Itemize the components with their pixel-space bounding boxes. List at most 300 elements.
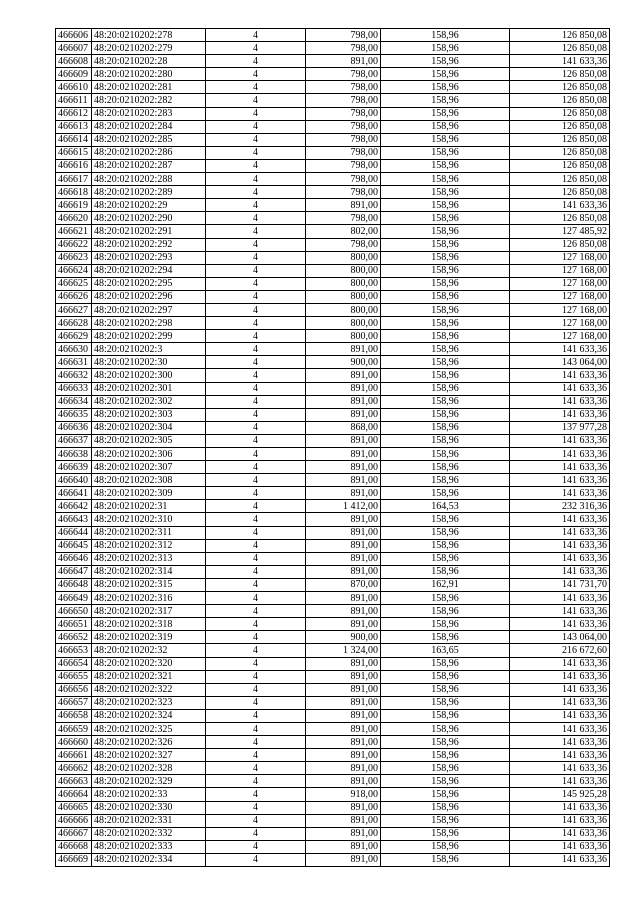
- area-cell: 891,00: [306, 853, 381, 866]
- area-cell: 891,00: [306, 565, 381, 578]
- group-cell: 4: [206, 212, 306, 225]
- table-row: [56, 487, 610, 500]
- specific-value-cell: 158,96: [381, 330, 510, 343]
- cadastral-number-cell: 48:20:0210202:295: [92, 277, 206, 290]
- cadastral-number-cell: 48:20:0210202:316: [92, 592, 206, 605]
- area-cell: 891,00: [306, 683, 381, 696]
- table-row: [56, 578, 610, 591]
- cadastral-value-cell: 141 633,36: [510, 487, 610, 500]
- table-row: [56, 644, 610, 657]
- table-row: [56, 696, 610, 709]
- row-number-cell: 466646: [56, 552, 92, 565]
- group-cell: 4: [206, 159, 306, 172]
- specific-value-cell: 162,91: [381, 578, 510, 591]
- group-cell: 4: [206, 722, 306, 735]
- cadastral-value-cell: 141 633,36: [510, 434, 610, 447]
- group-cell: 4: [206, 395, 306, 408]
- specific-value-cell: 158,96: [381, 552, 510, 565]
- specific-value-cell: 158,96: [381, 775, 510, 788]
- area-cell: 800,00: [306, 330, 381, 343]
- area-cell: 891,00: [306, 801, 381, 814]
- row-number-cell: 466651: [56, 618, 92, 631]
- cadastral-number-cell: 48:20:0210202:300: [92, 369, 206, 382]
- cadastral-number-cell: 48:20:0210202:331: [92, 814, 206, 827]
- cadastral-number-cell: 48:20:0210202:328: [92, 762, 206, 775]
- table-row: [56, 474, 610, 487]
- area-cell: 891,00: [306, 434, 381, 447]
- group-cell: 4: [206, 670, 306, 683]
- cadastral-value-cell: 126 850,08: [510, 120, 610, 133]
- table-body: [56, 29, 610, 867]
- cadastral-value-cell: 141 633,36: [510, 696, 610, 709]
- cadastral-number-cell: 48:20:0210202:3: [92, 343, 206, 356]
- cadastral-value-cell: 126 850,08: [510, 146, 610, 159]
- cadastral-value-cell: 143 064,00: [510, 356, 610, 369]
- cadastral-number-cell: 48:20:0210202:321: [92, 670, 206, 683]
- group-cell: 4: [206, 225, 306, 238]
- specific-value-cell: 158,96: [381, 434, 510, 447]
- table-row: [56, 330, 610, 343]
- table-row: [56, 722, 610, 735]
- cadastral-number-cell: 48:20:0210202:278: [92, 29, 206, 42]
- row-number-cell: 466609: [56, 68, 92, 81]
- cadastral-value-cell: 141 633,36: [510, 683, 610, 696]
- cadastral-value-cell: 141 633,36: [510, 382, 610, 395]
- specific-value-cell: 158,96: [381, 277, 510, 290]
- cadastral-value-cell: 141 633,36: [510, 395, 610, 408]
- row-number-cell: 466644: [56, 526, 92, 539]
- specific-value-cell: 158,96: [381, 382, 510, 395]
- specific-value-cell: 158,96: [381, 159, 510, 172]
- cadastral-number-cell: 48:20:0210202:285: [92, 133, 206, 146]
- group-cell: 4: [206, 500, 306, 513]
- group-cell: 4: [206, 736, 306, 749]
- specific-value-cell: 158,96: [381, 749, 510, 762]
- specific-value-cell: 158,96: [381, 474, 510, 487]
- area-cell: 891,00: [306, 408, 381, 421]
- cadastral-value-cell: 127 168,00: [510, 330, 610, 343]
- group-cell: 4: [206, 539, 306, 552]
- cadastral-number-cell: 48:20:0210202:297: [92, 303, 206, 316]
- row-number-cell: 466624: [56, 264, 92, 277]
- area-cell: 891,00: [306, 461, 381, 474]
- specific-value-cell: 158,96: [381, 461, 510, 474]
- group-cell: 4: [206, 55, 306, 68]
- row-number-cell: 466616: [56, 159, 92, 172]
- specific-value-cell: 158,96: [381, 264, 510, 277]
- cadastral-number-cell: 48:20:0210202:296: [92, 290, 206, 303]
- row-number-cell: 466656: [56, 683, 92, 696]
- area-cell: 798,00: [306, 81, 381, 94]
- specific-value-cell: 158,96: [381, 120, 510, 133]
- cadastral-number-cell: 48:20:0210202:294: [92, 264, 206, 277]
- group-cell: 4: [206, 801, 306, 814]
- area-cell: 798,00: [306, 238, 381, 251]
- area-cell: 868,00: [306, 421, 381, 434]
- table-row: [56, 264, 610, 277]
- area-cell: 891,00: [306, 696, 381, 709]
- row-number-cell: 466655: [56, 670, 92, 683]
- row-number-cell: 466640: [56, 474, 92, 487]
- cadastral-number-cell: 48:20:0210202:283: [92, 107, 206, 120]
- group-cell: 4: [206, 749, 306, 762]
- cadastral-number-cell: 48:20:0210202:325: [92, 722, 206, 735]
- cadastral-value-cell: 141 633,36: [510, 592, 610, 605]
- area-cell: 891,00: [306, 55, 381, 68]
- specific-value-cell: 164,53: [381, 500, 510, 513]
- area-cell: 891,00: [306, 552, 381, 565]
- cadastral-value-cell: 141 633,36: [510, 657, 610, 670]
- table-row: [56, 670, 610, 683]
- row-number-cell: 466648: [56, 578, 92, 591]
- row-number-cell: 466663: [56, 775, 92, 788]
- cadastral-number-cell: 48:20:0210202:305: [92, 434, 206, 447]
- group-cell: 4: [206, 762, 306, 775]
- specific-value-cell: 158,96: [381, 696, 510, 709]
- table-row: [56, 120, 610, 133]
- area-cell: 798,00: [306, 94, 381, 107]
- specific-value-cell: 158,96: [381, 212, 510, 225]
- table-row: [56, 421, 610, 434]
- cadastral-number-cell: 48:20:0210202:286: [92, 146, 206, 159]
- cadastral-number-cell: 48:20:0210202:292: [92, 238, 206, 251]
- cadastral-value-cell: 141 633,36: [510, 408, 610, 421]
- specific-value-cell: 158,96: [381, 513, 510, 526]
- cadastral-number-cell: 48:20:0210202:322: [92, 683, 206, 696]
- table-row: [56, 801, 610, 814]
- group-cell: 4: [206, 814, 306, 827]
- specific-value-cell: 158,96: [381, 42, 510, 55]
- table-row: [56, 133, 610, 146]
- specific-value-cell: 158,96: [381, 827, 510, 840]
- cadastral-number-cell: 48:20:0210202:314: [92, 565, 206, 578]
- cadastral-value-cell: 127 168,00: [510, 277, 610, 290]
- cadastral-value-cell: 141 633,36: [510, 736, 610, 749]
- cadastral-value-cell: 126 850,08: [510, 212, 610, 225]
- specific-value-cell: 158,96: [381, 840, 510, 853]
- cadastral-number-cell: 48:20:0210202:281: [92, 81, 206, 94]
- area-cell: 891,00: [306, 487, 381, 500]
- cadastral-number-cell: 48:20:0210202:31: [92, 500, 206, 513]
- row-number-cell: 466637: [56, 434, 92, 447]
- group-cell: 4: [206, 29, 306, 42]
- group-cell: 4: [206, 657, 306, 670]
- group-cell: 4: [206, 251, 306, 264]
- cadastral-value-cell: 126 850,08: [510, 68, 610, 81]
- group-cell: 4: [206, 290, 306, 303]
- group-cell: 4: [206, 827, 306, 840]
- area-cell: 891,00: [306, 722, 381, 735]
- specific-value-cell: 158,96: [381, 55, 510, 68]
- row-number-cell: 466626: [56, 290, 92, 303]
- area-cell: 891,00: [306, 592, 381, 605]
- row-number-cell: 466638: [56, 448, 92, 461]
- group-cell: 4: [206, 173, 306, 186]
- specific-value-cell: 158,96: [381, 186, 510, 199]
- specific-value-cell: 158,96: [381, 199, 510, 212]
- row-number-cell: 466606: [56, 29, 92, 42]
- row-number-cell: 466608: [56, 55, 92, 68]
- cadastral-value-cell: 141 633,36: [510, 827, 610, 840]
- row-number-cell: 466607: [56, 42, 92, 55]
- cadastral-value-cell: 126 850,08: [510, 42, 610, 55]
- table-row: [56, 500, 610, 513]
- cadastral-value-cell: 145 925,28: [510, 788, 610, 801]
- group-cell: 4: [206, 474, 306, 487]
- row-number-cell: 466630: [56, 343, 92, 356]
- row-number-cell: 466643: [56, 513, 92, 526]
- table-row: [56, 303, 610, 316]
- table-row: [56, 827, 610, 840]
- cadastral-number-cell: 48:20:0210202:329: [92, 775, 206, 788]
- specific-value-cell: 158,96: [381, 592, 510, 605]
- specific-value-cell: 158,96: [381, 631, 510, 644]
- area-cell: 870,00: [306, 578, 381, 591]
- cadastral-number-cell: 48:20:0210202:326: [92, 736, 206, 749]
- cadastral-number-cell: 48:20:0210202:303: [92, 408, 206, 421]
- group-cell: 4: [206, 199, 306, 212]
- group-cell: 4: [206, 434, 306, 447]
- row-number-cell: 466628: [56, 317, 92, 330]
- row-number-cell: 466639: [56, 461, 92, 474]
- cadastral-value-cell: 141 633,36: [510, 461, 610, 474]
- table-row: [56, 173, 610, 186]
- area-cell: 891,00: [306, 369, 381, 382]
- table-row: [56, 749, 610, 762]
- area-cell: 798,00: [306, 133, 381, 146]
- area-cell: 891,00: [306, 382, 381, 395]
- cadastral-value-cell: 141 633,36: [510, 801, 610, 814]
- row-number-cell: 466634: [56, 395, 92, 408]
- group-cell: 4: [206, 42, 306, 55]
- area-cell: 798,00: [306, 146, 381, 159]
- area-cell: 891,00: [306, 840, 381, 853]
- specific-value-cell: 158,96: [381, 29, 510, 42]
- group-cell: 4: [206, 68, 306, 81]
- area-cell: 798,00: [306, 68, 381, 81]
- cadastral-number-cell: 48:20:0210202:30: [92, 356, 206, 369]
- table-row: [56, 146, 610, 159]
- table-row: [56, 853, 610, 866]
- row-number-cell: 466621: [56, 225, 92, 238]
- cadastral-value-cell: 141 633,36: [510, 709, 610, 722]
- table-row: [56, 592, 610, 605]
- group-cell: 4: [206, 526, 306, 539]
- group-cell: 4: [206, 565, 306, 578]
- group-cell: 4: [206, 94, 306, 107]
- specific-value-cell: 158,96: [381, 408, 510, 421]
- area-cell: 891,00: [306, 827, 381, 840]
- group-cell: 4: [206, 448, 306, 461]
- table-row: [56, 317, 610, 330]
- table-row: [56, 775, 610, 788]
- row-number-cell: 466666: [56, 814, 92, 827]
- cadastral-value-cell: 141 633,36: [510, 539, 610, 552]
- row-number-cell: 466661: [56, 749, 92, 762]
- cadastral-value-cell: 126 850,08: [510, 29, 610, 42]
- area-cell: 800,00: [306, 251, 381, 264]
- row-number-cell: 466650: [56, 605, 92, 618]
- row-number-cell: 466654: [56, 657, 92, 670]
- area-cell: 891,00: [306, 395, 381, 408]
- cadastral-value-cell: 127 168,00: [510, 317, 610, 330]
- row-number-cell: 466647: [56, 565, 92, 578]
- cadastral-number-cell: 48:20:0210202:298: [92, 317, 206, 330]
- table-row: [56, 408, 610, 421]
- row-number-cell: 466611: [56, 94, 92, 107]
- group-cell: 4: [206, 107, 306, 120]
- cadastral-value-cell: 141 633,36: [510, 513, 610, 526]
- table-row: [56, 277, 610, 290]
- cadastral-number-cell: 48:20:0210202:307: [92, 461, 206, 474]
- specific-value-cell: 158,96: [381, 565, 510, 578]
- area-cell: 798,00: [306, 159, 381, 172]
- row-number-cell: 466632: [56, 369, 92, 382]
- table-row: [56, 618, 610, 631]
- cadastral-number-cell: 48:20:0210202:333: [92, 840, 206, 853]
- row-number-cell: 466622: [56, 238, 92, 251]
- area-cell: 798,00: [306, 186, 381, 199]
- table-row: [56, 238, 610, 251]
- table-row: [56, 513, 610, 526]
- row-number-cell: 466662: [56, 762, 92, 775]
- area-cell: 891,00: [306, 513, 381, 526]
- cadastral-value-cell: 137 977,28: [510, 421, 610, 434]
- table-row: [56, 55, 610, 68]
- row-number-cell: 466653: [56, 644, 92, 657]
- group-cell: 4: [206, 303, 306, 316]
- cadastral-number-cell: 48:20:0210202:324: [92, 709, 206, 722]
- cadastral-number-cell: 48:20:0210202:279: [92, 42, 206, 55]
- group-cell: 4: [206, 382, 306, 395]
- cadastral-number-cell: 48:20:0210202:313: [92, 552, 206, 565]
- row-number-cell: 466660: [56, 736, 92, 749]
- row-number-cell: 466642: [56, 500, 92, 513]
- cadastral-number-cell: 48:20:0210202:301: [92, 382, 206, 395]
- cadastral-value-cell: 126 850,08: [510, 159, 610, 172]
- specific-value-cell: 158,96: [381, 526, 510, 539]
- cadastral-value-cell: 126 850,08: [510, 173, 610, 186]
- table-row: [56, 81, 610, 94]
- table-row: [56, 186, 610, 199]
- cadastral-value-cell: 232 316,36: [510, 500, 610, 513]
- row-number-cell: 466631: [56, 356, 92, 369]
- cadastral-number-cell: 48:20:0210202:299: [92, 330, 206, 343]
- table-row: [56, 461, 610, 474]
- cadastral-value-cell: 141 633,36: [510, 55, 610, 68]
- group-cell: 4: [206, 853, 306, 866]
- area-cell: 900,00: [306, 631, 381, 644]
- area-cell: 891,00: [306, 618, 381, 631]
- specific-value-cell: 158,96: [381, 722, 510, 735]
- row-number-cell: 466635: [56, 408, 92, 421]
- cadastral-value-table: [55, 28, 610, 867]
- table-row: [56, 434, 610, 447]
- area-cell: 900,00: [306, 356, 381, 369]
- specific-value-cell: 158,96: [381, 487, 510, 500]
- group-cell: 4: [206, 120, 306, 133]
- specific-value-cell: 158,96: [381, 238, 510, 251]
- cadastral-value-cell: 126 850,08: [510, 81, 610, 94]
- group-cell: 4: [206, 644, 306, 657]
- group-cell: 4: [206, 513, 306, 526]
- group-cell: 4: [206, 775, 306, 788]
- specific-value-cell: 158,96: [381, 146, 510, 159]
- area-cell: 891,00: [306, 749, 381, 762]
- cadastral-number-cell: 48:20:0210202:282: [92, 94, 206, 107]
- group-cell: 4: [206, 330, 306, 343]
- cadastral-number-cell: 48:20:0210202:304: [92, 421, 206, 434]
- specific-value-cell: 158,96: [381, 173, 510, 186]
- specific-value-cell: 158,96: [381, 303, 510, 316]
- row-number-cell: 466615: [56, 146, 92, 159]
- cadastral-number-cell: 48:20:0210202:280: [92, 68, 206, 81]
- area-cell: 891,00: [306, 199, 381, 212]
- specific-value-cell: 158,96: [381, 788, 510, 801]
- cadastral-number-cell: 48:20:0210202:334: [92, 853, 206, 866]
- area-cell: 798,00: [306, 42, 381, 55]
- group-cell: 4: [206, 552, 306, 565]
- cadastral-value-cell: 141 633,36: [510, 343, 610, 356]
- row-number-cell: 466649: [56, 592, 92, 605]
- table-row: [56, 605, 610, 618]
- area-cell: 1 324,00: [306, 644, 381, 657]
- area-cell: 802,00: [306, 225, 381, 238]
- group-cell: 4: [206, 343, 306, 356]
- table-row: [56, 369, 610, 382]
- cadastral-value-cell: 141 633,36: [510, 199, 610, 212]
- area-cell: 800,00: [306, 303, 381, 316]
- table-row: [56, 107, 610, 120]
- group-cell: 4: [206, 81, 306, 94]
- table-row: [56, 565, 610, 578]
- table-row: [56, 225, 610, 238]
- group-cell: 4: [206, 369, 306, 382]
- group-cell: 4: [206, 461, 306, 474]
- cadastral-number-cell: 48:20:0210202:306: [92, 448, 206, 461]
- group-cell: 4: [206, 146, 306, 159]
- group-cell: 4: [206, 592, 306, 605]
- cadastral-number-cell: 48:20:0210202:309: [92, 487, 206, 500]
- row-number-cell: 466620: [56, 212, 92, 225]
- area-cell: 891,00: [306, 526, 381, 539]
- cadastral-number-cell: 48:20:0210202:284: [92, 120, 206, 133]
- group-cell: 4: [206, 317, 306, 330]
- cadastral-number-cell: 48:20:0210202:289: [92, 186, 206, 199]
- cadastral-number-cell: 48:20:0210202:287: [92, 159, 206, 172]
- row-number-cell: 466645: [56, 539, 92, 552]
- table-row: [56, 395, 610, 408]
- cadastral-value-cell: 141 633,36: [510, 722, 610, 735]
- cadastral-number-cell: 48:20:0210202:290: [92, 212, 206, 225]
- cadastral-number-cell: 48:20:0210202:32: [92, 644, 206, 657]
- cadastral-value-cell: 141 633,36: [510, 749, 610, 762]
- cadastral-number-cell: 48:20:0210202:288: [92, 173, 206, 186]
- cadastral-value-cell: 127 168,00: [510, 251, 610, 264]
- table-row: [56, 199, 610, 212]
- row-number-cell: 466652: [56, 631, 92, 644]
- specific-value-cell: 158,96: [381, 657, 510, 670]
- table-row: [56, 382, 610, 395]
- area-cell: 891,00: [306, 670, 381, 683]
- area-cell: 800,00: [306, 264, 381, 277]
- group-cell: 4: [206, 133, 306, 146]
- row-number-cell: 466667: [56, 827, 92, 840]
- specific-value-cell: 158,96: [381, 290, 510, 303]
- group-cell: 4: [206, 421, 306, 434]
- cadastral-number-cell: 48:20:0210202:29: [92, 199, 206, 212]
- cadastral-value-cell: 141 633,36: [510, 369, 610, 382]
